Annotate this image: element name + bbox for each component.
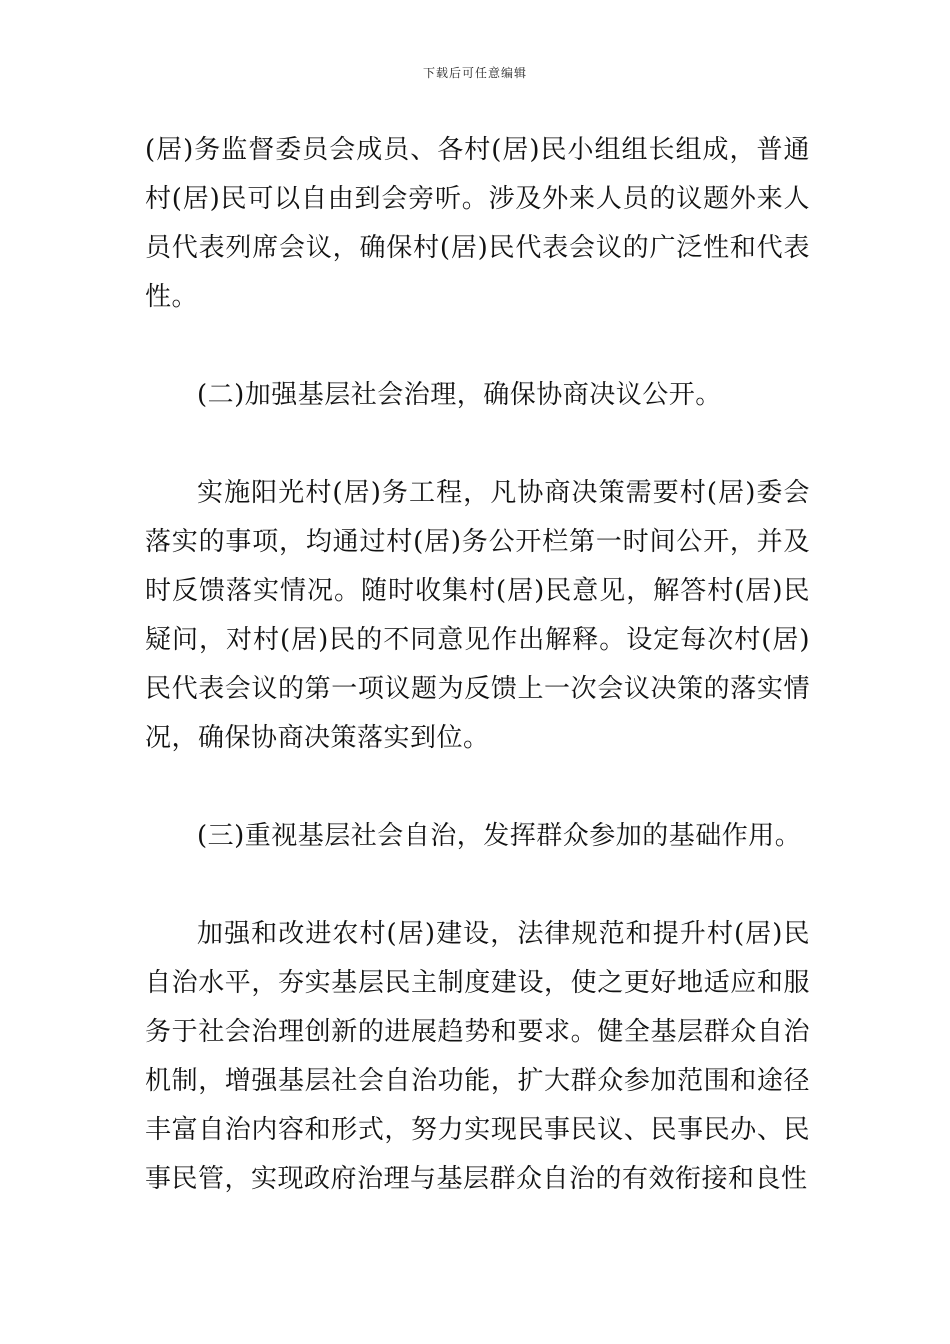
paragraph-sunshine-affairs: 实施阳光村(居)务工程，凡协商决策需要村(居)委会落实的事项，均通过村(居)务公开栏第一时间公开，并及时反馈落实情况。随时收集村(居)民意见，解答村(居)民疑问，对村(居)民的不同意见作出解释。设定每次村(居)民代表会议的第一项议题为反馈上一次会议决策的落实情况，确保协商决策落实到位。 xyxy=(145,478,810,753)
paragraph-continuation: (居)务监督委员会成员、各村(居)民小组组长组成，普通村(居)民可以自由到会旁听。涉及外来人员的议题外来人员代表列席会议，确保村(居)民代表会议的广泛性和代表性。 xyxy=(145,135,810,312)
paragraph-gap xyxy=(145,763,810,812)
section-heading-3: (三)重视基层社会自治，发挥群众参加的基础作用。 xyxy=(197,821,802,851)
paragraph-gap xyxy=(145,420,810,469)
paragraph-self-governance: 加强和改进农村(居)建设，法律规范和提升村(居)民自治水平，夯实基层民主制度建设，使之更好地适应和服务于社会治理创新的进展趋势和要求。健全基层群众自治机制，增强基层社会自治功能，扩大群众参加范围和途径丰富自治内容和形式，努力实现民事民议、民事民办、民事民管，实现政府治理与基层群众自治的有效衔接和良性 xyxy=(145,919,810,1194)
document-body xyxy=(145,126,810,1204)
section-heading-2: (二)加强基层社会治理，确保协商决议公开。 xyxy=(197,380,722,410)
paragraph-gap xyxy=(145,861,810,910)
page-header: 下载后可任意编辑 xyxy=(422,66,527,80)
paragraph-gap xyxy=(145,322,810,371)
